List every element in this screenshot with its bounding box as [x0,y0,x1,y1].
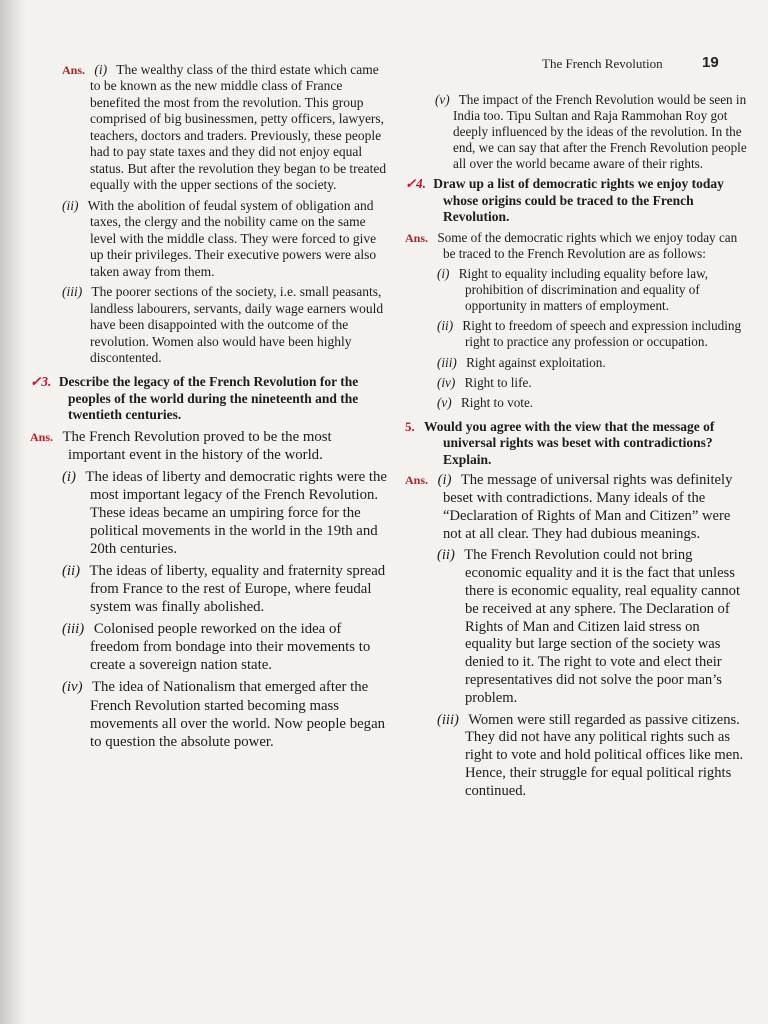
item-text: Right to vote. [460,394,534,410]
answer-q5-item-ii [405,547,750,707]
answer-intro: The French Revolution proved to be the most important event in the history of the world. [62,428,332,463]
question-text: Draw up a list of democratic rights we enjoy today whose origins could be traced to the French Revolution. [433,176,724,225]
item-text: Right to life. [464,374,532,390]
item-number: (iii) [437,711,459,728]
item-number: (ii) [437,547,455,564]
left-column [30,62,390,755]
item-text: The message of universal rights was definitely beset with contradictions. Many ideals of the “Declaration of Rights of Man and Citizen” were not at all clear. They had dubious meanings. [443,472,733,542]
page-gutter-shadow [0,0,28,1024]
item-text: Right to freedom of speech and expression including right to practice any profession or occupation. [462,318,742,350]
answer-q3-item-i [30,62,390,194]
page-number: 19 [702,54,719,71]
item-number: (iv) [62,679,83,696]
item-number: (iii) [62,284,83,300]
right-column [405,92,750,805]
answer-q5-item-iii [405,712,750,801]
answer-label: Ans. [405,230,429,245]
item-number: (ii) [62,197,79,213]
item-number: (iii) [62,621,85,638]
answer-q3-item-ii [30,198,390,280]
answer-legacy-item-ii [30,562,390,616]
answer-label: Ans. [62,63,86,77]
answer-q4-item-ii [405,318,750,350]
answer-q3-item-iii [30,284,390,366]
item-text: The wealthy class of the third estate which came to be known as the new middle class of France benefited the most from the revolution. This group comprised of big businessmen, petty officers, lawyers, teachers, doctors and traders. Previously, these people had to pay state taxes and they did not enjoy equal status. But after the revolution they began to be treated equally with the upper sections of the society. [90,62,387,193]
answer-q4-intro [405,230,750,262]
item-number: (iv) [437,374,456,390]
item-text: Right to equality including equality before law, prohibition of discrimination and equality of opportunity in matters of employment. [458,266,709,314]
answer-q3-intro [30,428,390,464]
item-number: (i) [437,266,450,282]
item-text: With the abolition of feudal system of obligation and taxes, the clergy and the nobility came on the same level with the middle class. They were forced to give up their privileges. Their executive powers were also taken away from them. [87,197,377,279]
answer-label: Ans. [30,429,54,444]
item-number: (ii) [62,563,81,580]
item-text: Right against exploitation. [466,354,606,370]
question-text: Describe the legacy of the French Revolution for the peoples of the world during the nineteenth and the twentieth centuries. [58,374,359,423]
check-mark-icon: ✓4. [405,176,426,192]
question-4 [405,176,750,225]
answer-q4-item-i [405,266,750,314]
chapter-title: The French Revolution [542,56,663,71]
answer-q4-item-iii [405,355,750,371]
running-header [542,56,722,72]
item-text: The impact of the French Revolution would be seen in India too. Tipu Sultan and Raja Rammohan Roy got deeply influenced by the ideas of the revolution. In the end, we can say that after the French Revolution people all over the world became aware of their rights. [453,92,747,172]
item-number: (v) [435,92,450,107]
item-number: (iii) [437,354,457,370]
item-text: The idea of Nationalism that emerged after the French Revolution started becoming mass movements all over the world. Now people began to question the absolute power. [90,679,386,750]
answer-q4-item-v [405,395,750,411]
answer-label: Ans. [405,473,429,488]
item-number: (v) [437,394,452,410]
answer-q5-item-i [405,472,750,543]
item-number: (i) [94,62,108,77]
item-text: Colonised people reworked on the idea of freedom from bondage into their movements to create a sovereign nation state. [90,621,371,674]
item-number: (ii) [437,318,454,334]
answer-legacy-item-i [30,468,390,558]
question-number: 5. [405,418,415,434]
item-text: The French Revolution could not bring economic equality and it is the fact that unless there is economic equality, real equality cannot be received at any sphere. The Declaration of Rights of Man and Citizen laid stress on equality but large section of the society was denied to it. The right to vote and elect their representatives did not solve the poor man’s problem. [464,547,741,706]
answer-legacy-item-iv [30,678,390,750]
item-text: The poorer sections of the society, i.e. small peasants, landless labourers, servants, daily wage earners would have been disappointed with the outcome of the revolution. Women also would have been highly discontented. [90,284,384,365]
question-5 [405,419,750,468]
answer-legacy-item-iii [30,620,390,674]
item-number: (i) [62,468,76,485]
question-3 [30,374,390,423]
item-text: Women were still regarded as passive citizens. They did not have any political rights such as right to vote and hold political offices like men. Hence, their struggle for equal political rights continued. [465,711,744,799]
check-mark-icon: ✓3. [30,374,52,390]
answer-intro: Some of the democratic rights which we enjoy today can be traced to the French Revolution are as follows: [437,229,738,261]
answer-q4-item-iv [405,375,750,391]
question-text: Would you agree with the view that the message of universal rights was beset with contradictions? Explain. [424,418,715,467]
answer-q3-item-v [405,92,750,172]
item-text: The ideas of liberty, equality and fraternity spread from France to the rest of Europe, where feudal system was finally abolished. [89,563,386,616]
item-text: The ideas of liberty and democratic rights were the most important legacy of the French Revolution. These ideas became an umpiring force for the political movements in the world in the 19th and 20th centuries. [85,468,387,558]
item-number: (i) [437,472,452,489]
